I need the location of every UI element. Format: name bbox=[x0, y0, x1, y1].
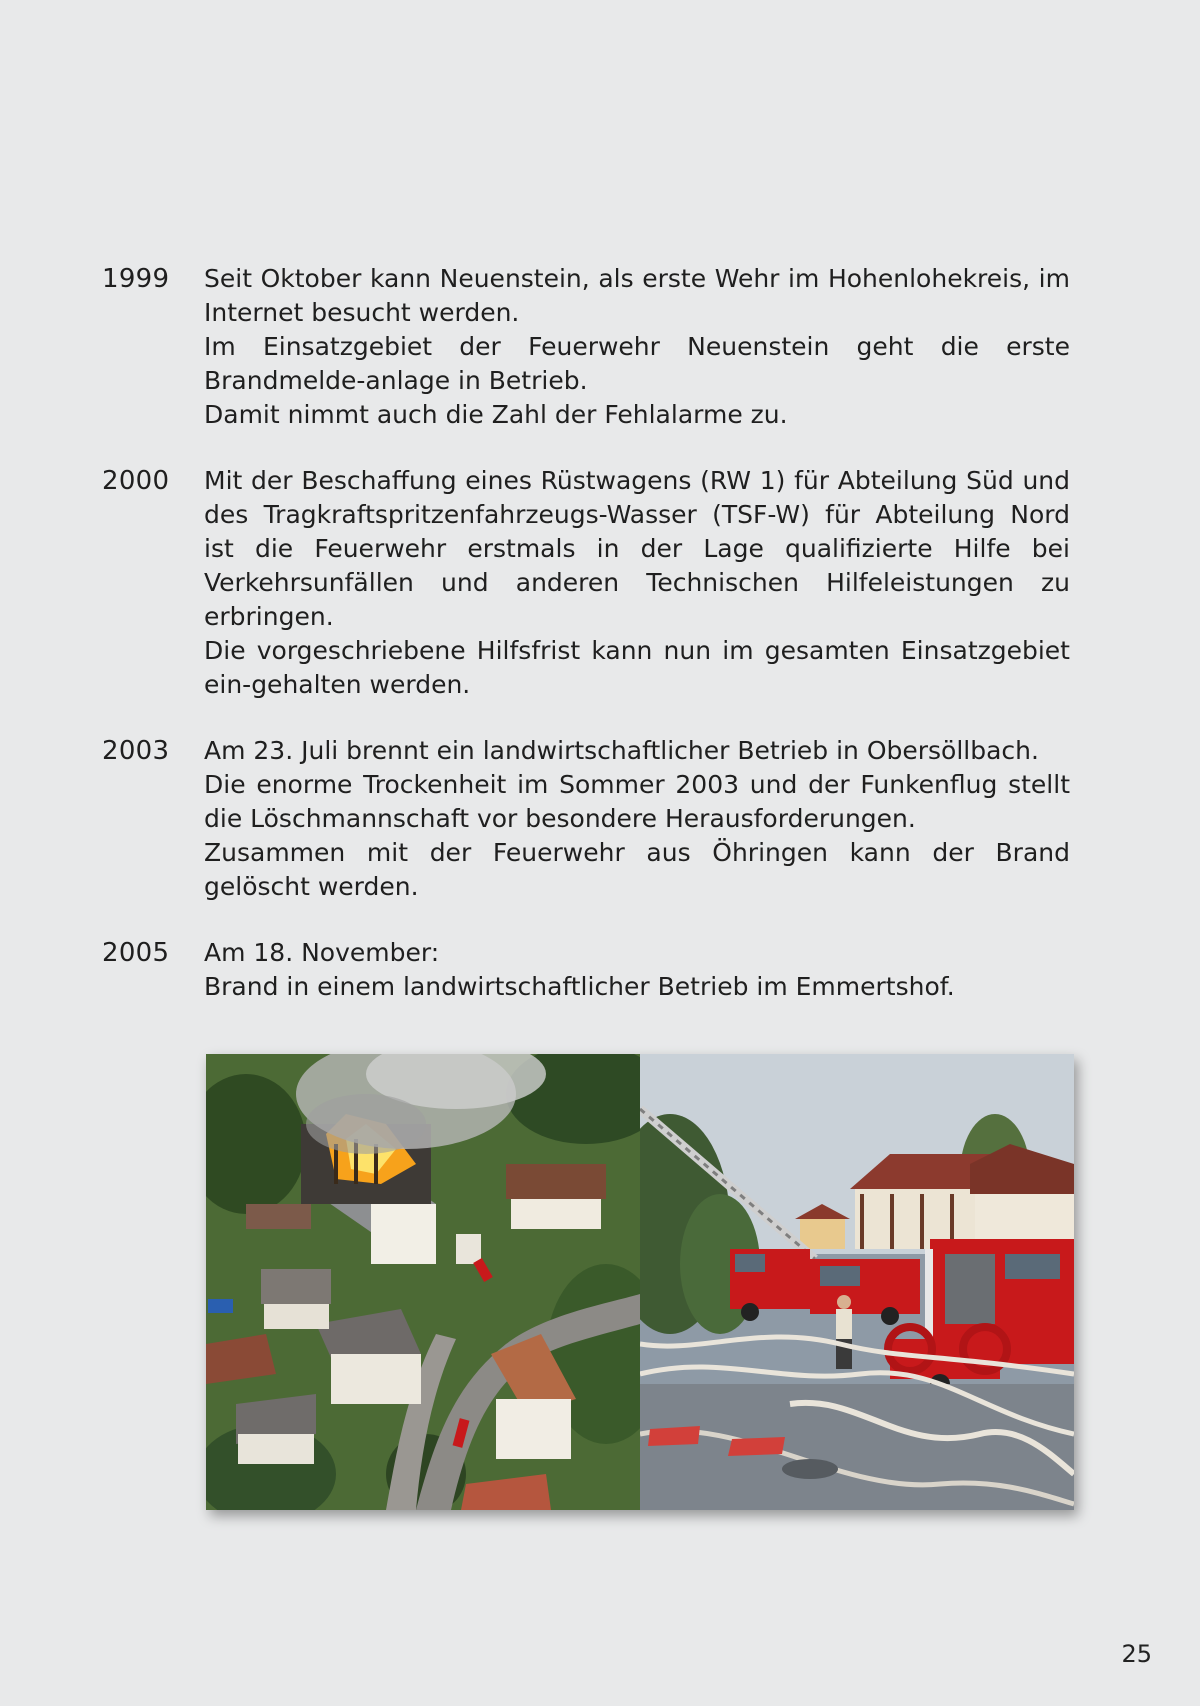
entry-text bbox=[204, 464, 1070, 702]
entry-text bbox=[204, 936, 1070, 1004]
page-number: 25 bbox=[1121, 1640, 1152, 1668]
entry-text bbox=[204, 262, 1070, 432]
timeline bbox=[102, 262, 1070, 1036]
entry-paragraph: Am 18. November: bbox=[204, 938, 440, 967]
photo-aerial-fire bbox=[206, 1054, 640, 1510]
entry-text bbox=[204, 734, 1070, 904]
entry-paragraph: Damit nimmt auch die Zahl der Fehlalarme zu. bbox=[204, 400, 788, 429]
photo-fire-engines bbox=[640, 1054, 1074, 1510]
timeline-entry-2005 bbox=[102, 936, 1070, 1004]
entry-year: 2005 bbox=[102, 938, 170, 968]
entry-paragraph: Mit der Beschaffung eines Rüstwagens (RW 1) für Abteilung Süd und des Tragkraftspritzenfahrzeugs-Wasser (TSF-W) für Abteilung Nord ist die Feuerwehr erstmals in der Lage qualifizierte Hilfe bei Verkehrsunfällen und anderen Technischen Hilfeleistungen zu erbringen. bbox=[204, 466, 1070, 631]
entry-year: 2000 bbox=[102, 466, 170, 496]
timeline-entry-2003 bbox=[102, 734, 1070, 904]
entry-paragraph: Seit Oktober kann Neuenstein, als erste Wehr im Hohenlohekreis, im Internet besucht werden. bbox=[204, 264, 1070, 327]
entry-paragraph: Die vorgeschriebene Hilfsfrist kann nun im gesamten Einsatzgebiet ein-gehalten werden. bbox=[204, 636, 1070, 699]
entry-year: 1999 bbox=[102, 264, 170, 294]
entry-paragraph: Zusammen mit der Feuerwehr aus Öhringen kann der Brand gelöscht werden. bbox=[204, 838, 1070, 901]
entry-paragraph: Im Einsatzgebiet der Feuerwehr Neuenstein geht die erste Brandmelde-anlage in Betrieb. bbox=[204, 332, 1070, 395]
photo-strip bbox=[206, 1054, 1074, 1510]
timeline-entry-2000 bbox=[102, 464, 1070, 702]
timeline-entry-1999 bbox=[102, 262, 1070, 432]
entry-paragraph: Die enorme Trockenheit im Sommer 2003 und der Funkenflug stellt die Löschmannschaft vor besondere Herausforderungen. bbox=[204, 770, 1070, 833]
entry-year: 2003 bbox=[102, 736, 170, 766]
entry-paragraph: Am 23. Juli brennt ein landwirtschaftlicher Betrieb in Obersöllbach. bbox=[204, 736, 1039, 765]
entry-paragraph: Brand in einem landwirtschaftlicher Betrieb im Emmertshof. bbox=[204, 972, 955, 1001]
